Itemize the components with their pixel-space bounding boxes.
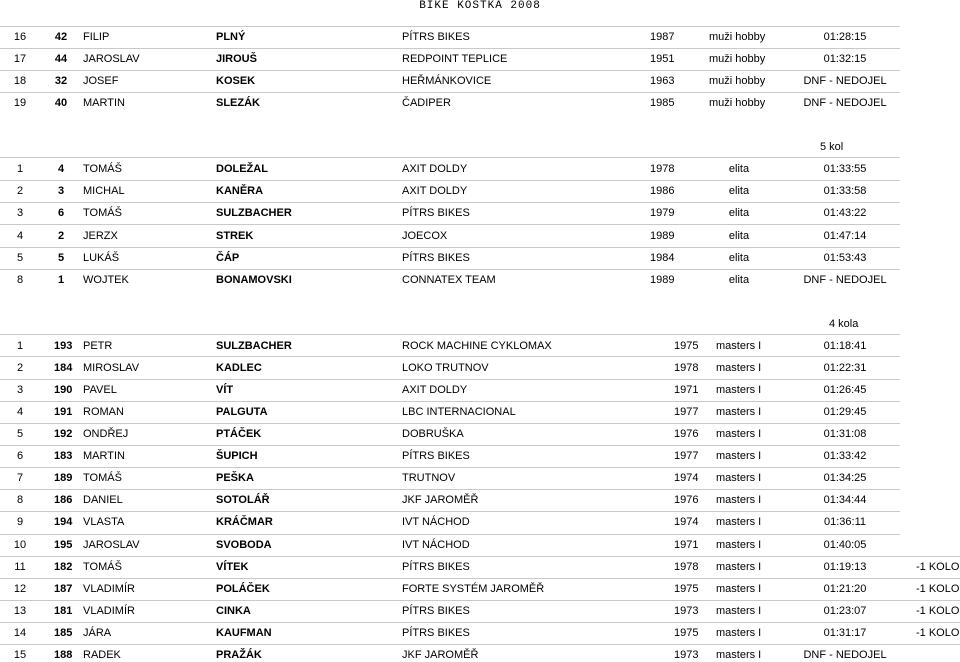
cell-time: 01:23:07 bbox=[823, 605, 867, 617]
cell-team: TRUTNOV bbox=[402, 472, 456, 484]
cell-year: 1974 bbox=[674, 516, 699, 528]
cell-surname: STREK bbox=[216, 230, 254, 242]
cell-year: 1973 bbox=[674, 649, 699, 661]
cell-year: 1974 bbox=[674, 472, 699, 484]
cell-team: ROCK MACHINE CYKLOMAX bbox=[402, 340, 552, 352]
cell-surname: ŠUPICH bbox=[216, 450, 258, 462]
cell-bib: 181 bbox=[54, 605, 73, 617]
cell-year: 1987 bbox=[650, 31, 675, 43]
cell-bib: 190 bbox=[54, 384, 73, 396]
cell-place: 19 bbox=[13, 97, 27, 109]
cell-time: 01:29:45 bbox=[823, 406, 867, 418]
cell-note: -1 KOLO bbox=[916, 627, 960, 639]
cell-place: 4 bbox=[16, 406, 24, 418]
cell-category: masters I bbox=[716, 362, 762, 374]
cell-year: 1976 bbox=[674, 428, 699, 440]
cell-place: 17 bbox=[13, 53, 27, 65]
cell-place: 1 bbox=[16, 340, 24, 352]
cell-place: 9 bbox=[16, 516, 24, 528]
row-separator bbox=[0, 180, 900, 181]
cell-place: 7 bbox=[16, 472, 24, 484]
cell-first-name: MIROSLAV bbox=[83, 362, 140, 374]
cell-place: 15 bbox=[13, 649, 27, 661]
cell-time: 01:31:17 bbox=[823, 627, 867, 639]
cell-time: 01:34:25 bbox=[823, 472, 867, 484]
cell-time: DNF - NEDOJEL bbox=[803, 649, 887, 661]
cell-place: 12 bbox=[13, 583, 27, 595]
cell-bib: 5 bbox=[57, 252, 65, 264]
cell-team: DOBRUŠKA bbox=[402, 428, 464, 440]
cell-category: muži hobby bbox=[709, 31, 766, 43]
row-separator bbox=[0, 622, 960, 623]
cell-year: 1977 bbox=[674, 450, 699, 462]
cell-year: 1971 bbox=[674, 384, 699, 396]
cell-bib: 6 bbox=[57, 207, 65, 219]
cell-first-name: MARTIN bbox=[83, 450, 125, 462]
cell-first-name: JAROSLAV bbox=[83, 53, 140, 65]
cell-team: ČADIPER bbox=[402, 97, 451, 109]
cell-bib: 191 bbox=[54, 406, 73, 418]
cell-category: masters I bbox=[716, 428, 762, 440]
cell-surname: VÍT bbox=[216, 384, 234, 396]
cell-team: PÍTRS BIKES bbox=[402, 450, 470, 462]
cell-category: masters I bbox=[716, 472, 762, 484]
cell-time: 01:26:45 bbox=[823, 384, 867, 396]
cell-surname: PALGUTA bbox=[216, 406, 268, 418]
cell-bib: 182 bbox=[54, 561, 73, 573]
row-separator bbox=[0, 70, 900, 71]
cell-team: LOKO TRUTNOV bbox=[402, 362, 489, 374]
row-separator bbox=[0, 401, 900, 402]
row-separator bbox=[0, 534, 900, 535]
cell-bib: 189 bbox=[54, 472, 73, 484]
cell-place: 1 bbox=[16, 163, 24, 175]
cell-year: 1978 bbox=[674, 362, 699, 374]
cell-bib: 40 bbox=[54, 97, 68, 109]
cell-bib: 44 bbox=[54, 53, 68, 65]
cell-place: 3 bbox=[16, 207, 24, 219]
cell-year: 1978 bbox=[674, 561, 699, 573]
row-separator bbox=[0, 445, 900, 446]
cell-surname: SOTOLÁŘ bbox=[216, 494, 270, 506]
cell-category: elita bbox=[728, 185, 750, 197]
cell-place: 5 bbox=[16, 428, 24, 440]
cell-team: PÍTRS BIKES bbox=[402, 561, 470, 573]
cell-place: 11 bbox=[14, 561, 26, 573]
cell-place: 16 bbox=[13, 31, 27, 43]
cell-time: 01:47:14 bbox=[823, 230, 867, 242]
row-separator bbox=[0, 92, 900, 93]
cell-category: masters I bbox=[716, 627, 762, 639]
cell-first-name: VLADIMÍR bbox=[83, 605, 135, 617]
cell-bib: 183 bbox=[54, 450, 73, 462]
cell-first-name: JERZX bbox=[83, 230, 118, 242]
cell-team: AXIT DOLDY bbox=[402, 163, 468, 175]
cell-surname: PTÁČEK bbox=[216, 428, 262, 440]
cell-bib: 195 bbox=[54, 539, 73, 551]
cell-surname: KOSEK bbox=[216, 75, 256, 87]
cell-time: DNF - NEDOJEL bbox=[803, 75, 887, 87]
row-separator bbox=[0, 224, 900, 225]
cell-bib: 3 bbox=[57, 185, 65, 197]
cell-team: JKF JAROMĚŘ bbox=[402, 494, 479, 506]
cell-surname: SULZBACHER bbox=[216, 207, 292, 219]
row-separator bbox=[0, 600, 960, 601]
cell-surname: CINKA bbox=[216, 605, 251, 617]
cell-category: masters I bbox=[716, 539, 762, 551]
cell-first-name: MICHAL bbox=[83, 185, 125, 197]
cell-time: 01:33:55 bbox=[823, 163, 867, 175]
cell-team: FORTE SYSTÉM JAROMĚŘ bbox=[402, 583, 545, 595]
cell-time: 01:36:11 bbox=[823, 516, 866, 528]
cell-category: masters I bbox=[716, 406, 762, 418]
cell-note: -1 KOLO bbox=[916, 561, 960, 573]
cell-first-name: FILIP bbox=[83, 31, 110, 43]
cell-first-name: PAVEL bbox=[83, 384, 117, 396]
cell-time: 01:32:15 bbox=[823, 53, 867, 65]
cell-team: HEŘMÁNKOVICE bbox=[402, 75, 492, 87]
cell-time: 01:33:42 bbox=[823, 450, 867, 462]
cell-bib: 193 bbox=[54, 340, 73, 352]
cell-first-name: VLADIMÍR bbox=[83, 583, 135, 595]
cell-first-name: ONDŘEJ bbox=[83, 428, 129, 440]
row-separator bbox=[0, 489, 900, 490]
cell-time: 01:18:41 bbox=[823, 340, 867, 352]
cell-category: muži hobby bbox=[709, 75, 766, 87]
cell-time: 01:28:15 bbox=[823, 31, 867, 43]
cell-surname: SLEZÁK bbox=[216, 97, 260, 109]
row-separator bbox=[0, 511, 900, 512]
cell-year: 1963 bbox=[650, 75, 675, 87]
cell-team: JKF JAROMĚŘ bbox=[402, 649, 479, 661]
cell-bib: 188 bbox=[54, 649, 73, 661]
row-separator bbox=[0, 578, 960, 579]
cell-surname: SVOBODA bbox=[216, 539, 272, 551]
cell-year: 1975 bbox=[674, 583, 699, 595]
cell-team: JOECOX bbox=[402, 230, 448, 242]
cell-time: 01:22:31 bbox=[823, 362, 867, 374]
row-separator bbox=[0, 644, 960, 645]
cell-surname: KANĚRA bbox=[216, 185, 264, 197]
cell-bib: 184 bbox=[54, 362, 73, 374]
cell-year: 1985 bbox=[650, 97, 675, 109]
row-separator bbox=[0, 379, 900, 380]
cell-time: DNF - NEDOJEL bbox=[803, 97, 887, 109]
cell-team: AXIT DOLDY bbox=[402, 384, 468, 396]
section-title: 5 kol bbox=[820, 141, 844, 153]
cell-category: masters I bbox=[716, 450, 762, 462]
cell-year: 1977 bbox=[674, 406, 699, 418]
cell-place: 8 bbox=[16, 494, 24, 506]
cell-first-name: TOMÁŠ bbox=[83, 472, 122, 484]
cell-year: 1976 bbox=[674, 494, 699, 506]
cell-first-name: LUKÁŠ bbox=[83, 252, 120, 264]
cell-year: 1975 bbox=[674, 340, 699, 352]
cell-first-name: WOJTEK bbox=[83, 274, 129, 286]
cell-category: elita bbox=[728, 230, 750, 242]
cell-place: 3 bbox=[16, 384, 24, 396]
cell-team: PÍTRS BIKES bbox=[402, 207, 470, 219]
cell-year: 1984 bbox=[650, 252, 675, 264]
cell-time: 01:31:08 bbox=[823, 428, 867, 440]
cell-surname: KAUFMAN bbox=[216, 627, 272, 639]
cell-first-name: JAROSLAV bbox=[83, 539, 140, 551]
row-separator bbox=[0, 423, 900, 424]
cell-surname: JIROUŠ bbox=[216, 53, 257, 65]
cell-first-name: VLASTA bbox=[83, 516, 125, 528]
cell-bib: 42 bbox=[54, 31, 68, 43]
cell-team: REDPOINT TEPLICE bbox=[402, 53, 508, 65]
cell-category: elita bbox=[728, 163, 750, 175]
section-title: 4 kola bbox=[829, 318, 859, 330]
cell-time: 01:43:22 bbox=[823, 207, 867, 219]
document-header: BIKE KOSTKA 2008 bbox=[419, 0, 541, 12]
row-separator bbox=[0, 356, 900, 357]
cell-year: 1986 bbox=[650, 185, 675, 197]
cell-first-name: PETR bbox=[83, 340, 113, 352]
cell-year: 1979 bbox=[650, 207, 675, 219]
cell-team: PÍTRS BIKES bbox=[402, 31, 470, 43]
cell-team: IVT NÁCHOD bbox=[402, 539, 470, 551]
cell-year: 1973 bbox=[674, 605, 699, 617]
cell-note: -1 KOLO bbox=[916, 605, 960, 617]
row-separator bbox=[0, 157, 900, 158]
cell-category: masters I bbox=[716, 340, 762, 352]
cell-first-name: JÁRA bbox=[83, 627, 112, 639]
cell-bib: 187 bbox=[54, 583, 73, 595]
cell-first-name: JOSEF bbox=[83, 75, 119, 87]
cell-bib: 194 bbox=[54, 516, 73, 528]
cell-first-name: MARTIN bbox=[83, 97, 125, 109]
row-separator bbox=[0, 202, 900, 203]
cell-place: 14 bbox=[13, 627, 27, 639]
cell-surname: PEŠKA bbox=[216, 472, 254, 484]
cell-team: PÍTRS BIKES bbox=[402, 252, 470, 264]
cell-category: masters I bbox=[716, 384, 762, 396]
cell-place: 6 bbox=[16, 450, 24, 462]
cell-place: 2 bbox=[16, 362, 24, 374]
row-separator bbox=[0, 334, 900, 335]
cell-bib: 1 bbox=[57, 274, 65, 286]
cell-category: masters I bbox=[716, 649, 762, 661]
cell-bib: 2 bbox=[57, 230, 65, 242]
cell-team: PÍTRS BIKES bbox=[402, 605, 470, 617]
cell-first-name: RADEK bbox=[83, 649, 121, 661]
row-separator bbox=[0, 556, 960, 557]
cell-team: PÍTRS BIKES bbox=[402, 627, 470, 639]
cell-category: masters I bbox=[716, 561, 762, 573]
cell-surname: KRÁČMAR bbox=[216, 516, 273, 528]
row-separator bbox=[0, 26, 900, 27]
cell-surname: KADLEC bbox=[216, 362, 262, 374]
cell-year: 1975 bbox=[674, 627, 699, 639]
cell-year: 1971 bbox=[674, 539, 699, 551]
cell-first-name: DANIEL bbox=[83, 494, 123, 506]
cell-time: 01:34:44 bbox=[823, 494, 867, 506]
cell-year: 1989 bbox=[650, 230, 675, 242]
cell-first-name: TOMÁŠ bbox=[83, 163, 122, 175]
cell-time: 01:33:58 bbox=[823, 185, 867, 197]
cell-surname: ČÁP bbox=[216, 252, 240, 264]
cell-first-name: TOMÁŠ bbox=[83, 561, 122, 573]
cell-surname: POLÁČEK bbox=[216, 583, 270, 595]
cell-category: masters I bbox=[716, 494, 762, 506]
cell-bib: 32 bbox=[54, 75, 68, 87]
cell-time: 01:19:13 bbox=[823, 561, 867, 573]
row-separator bbox=[0, 247, 900, 248]
cell-surname: PLNÝ bbox=[216, 31, 246, 43]
cell-place: 8 bbox=[16, 274, 24, 286]
cell-year: 1989 bbox=[650, 274, 675, 286]
cell-first-name: ROMAN bbox=[83, 406, 124, 418]
cell-team: CONNATEX TEAM bbox=[402, 274, 496, 286]
cell-place: 2 bbox=[16, 185, 24, 197]
row-separator bbox=[0, 48, 900, 49]
cell-bib: 192 bbox=[54, 428, 73, 440]
cell-surname: BONAMOVSKI bbox=[216, 274, 292, 286]
cell-team: AXIT DOLDY bbox=[402, 185, 468, 197]
cell-surname: DOLEŽAL bbox=[216, 163, 268, 175]
cell-bib: 4 bbox=[57, 163, 65, 175]
cell-note: -1 KOLO bbox=[916, 583, 960, 595]
cell-time: 01:40:05 bbox=[823, 539, 867, 551]
row-separator bbox=[0, 467, 900, 468]
cell-team: IVT NÁCHOD bbox=[402, 516, 470, 528]
cell-year: 1951 bbox=[650, 53, 675, 65]
cell-surname: PRAŽÁK bbox=[216, 649, 262, 661]
cell-surname: SULZBACHER bbox=[216, 340, 292, 352]
cell-category: muži hobby bbox=[709, 97, 766, 109]
cell-place: 4 bbox=[16, 230, 24, 242]
cell-place: 10 bbox=[13, 539, 27, 551]
cell-time: DNF - NEDOJEL bbox=[803, 274, 887, 286]
cell-place: 5 bbox=[16, 252, 24, 264]
cell-category: masters I bbox=[716, 605, 762, 617]
cell-team: LBC INTERNACIONAL bbox=[402, 406, 516, 418]
cell-category: elita bbox=[728, 252, 750, 264]
cell-bib: 185 bbox=[54, 627, 73, 639]
cell-year: 1978 bbox=[650, 163, 675, 175]
cell-category: masters I bbox=[716, 516, 762, 528]
cell-place: 18 bbox=[13, 75, 27, 87]
cell-first-name: TOMÁŠ bbox=[83, 207, 122, 219]
cell-surname: VÍTEK bbox=[216, 561, 249, 573]
row-separator bbox=[0, 269, 900, 270]
cell-category: elita bbox=[728, 274, 750, 286]
cell-time: 01:21:20 bbox=[823, 583, 867, 595]
cell-category: muži hobby bbox=[709, 53, 766, 65]
cell-bib: 186 bbox=[54, 494, 73, 506]
cell-time: 01:53:43 bbox=[823, 252, 867, 264]
cell-place: 13 bbox=[13, 605, 27, 617]
cell-category: masters I bbox=[716, 583, 762, 595]
cell-category: elita bbox=[728, 207, 750, 219]
